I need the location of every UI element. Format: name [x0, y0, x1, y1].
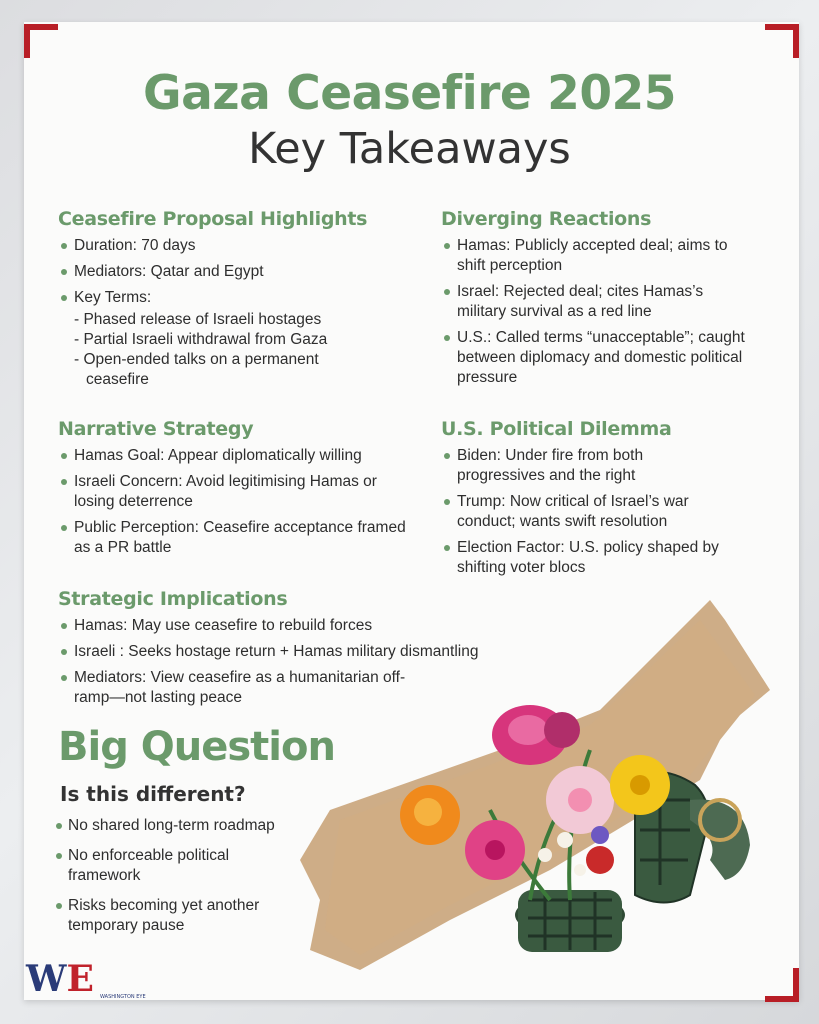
list-item: Public Perception: Ceasefire acceptance framed as a PR battle	[58, 518, 418, 558]
section-heading: U.S. Political Dilemma	[441, 418, 672, 440]
list-item: Key Terms:	[58, 288, 408, 308]
list-item: Hamas: Publicly accepted deal; aims to shift perception	[441, 236, 741, 276]
sub-item: - Open-ended talks on a permanent ceasefire	[74, 351, 319, 388]
section-reactions	[441, 208, 761, 394]
section-dilemma	[441, 418, 761, 584]
list-item: Mediators: View ceasefire as a humanitarian off-ramp—not lasting peace	[58, 668, 408, 708]
section-heading: Narrative Strategy	[58, 418, 254, 440]
list-item: Risks becoming yet another temporary pause	[56, 896, 306, 936]
torn-paper-flower-grenade-illustration	[300, 600, 780, 980]
list-item: Israeli : Seeks hostage return + Hamas military dismantling	[58, 642, 558, 662]
list-item: U.S.: Called terms “unacceptable”; caught between diplomacy and domestic political pressure	[441, 328, 751, 388]
corner-bracket-top-right	[765, 24, 799, 58]
page-title: Gaza Ceasefire 2025	[143, 66, 676, 121]
logo-letter-e: E	[66, 958, 94, 1000]
list-item: Hamas Goal: Appear diplomatically willing	[58, 446, 418, 466]
list-item: Israeli Concern: Avoid legitimising Hamas or losing deterrence	[58, 472, 403, 512]
list-item: No enforceable political framework	[56, 846, 276, 886]
list-item: Election Factor: U.S. policy shaped by shifting voter blocs	[441, 538, 751, 578]
section-heading: Ceasefire Proposal Highlights	[58, 208, 368, 230]
logo-tagline: WASHINGTON EYE	[100, 994, 146, 1000]
sub-item: - Phased release of Israeli hostages	[74, 311, 322, 328]
list-item: Israel: Rejected deal; cites Hamas’s military survival as a red line	[441, 282, 751, 322]
corner-bracket-top-left	[24, 24, 58, 58]
section-narrative	[58, 418, 418, 564]
sub-item: - Partial Israeli withdrawal from Gaza	[74, 331, 328, 348]
list-item: Duration: 70 days	[58, 236, 408, 256]
washington-eye-logo	[26, 958, 94, 1000]
big-question-subheading: Is this different?	[60, 782, 246, 806]
list-item: Hamas: May use ceasefire to rebuild forces	[58, 616, 558, 636]
list-item: Biden: Under fire from both progressives and the right	[441, 446, 721, 486]
list-item: No shared long-term roadmap	[56, 816, 316, 836]
logo-letter-w: W	[26, 958, 67, 1000]
section-heading: Diverging Reactions	[441, 208, 652, 230]
section-proposal	[58, 208, 408, 390]
section-heading: Strategic Implications	[58, 588, 288, 610]
big-question-list	[56, 816, 316, 946]
list-item: Trump: Now critical of Israel’s war conduct; wants swift resolution	[441, 492, 741, 532]
big-question-heading: Big Question	[58, 724, 335, 770]
list-item: Mediators: Qatar and Egypt	[58, 262, 408, 282]
page-subtitle: Key Takeaways	[248, 124, 571, 174]
